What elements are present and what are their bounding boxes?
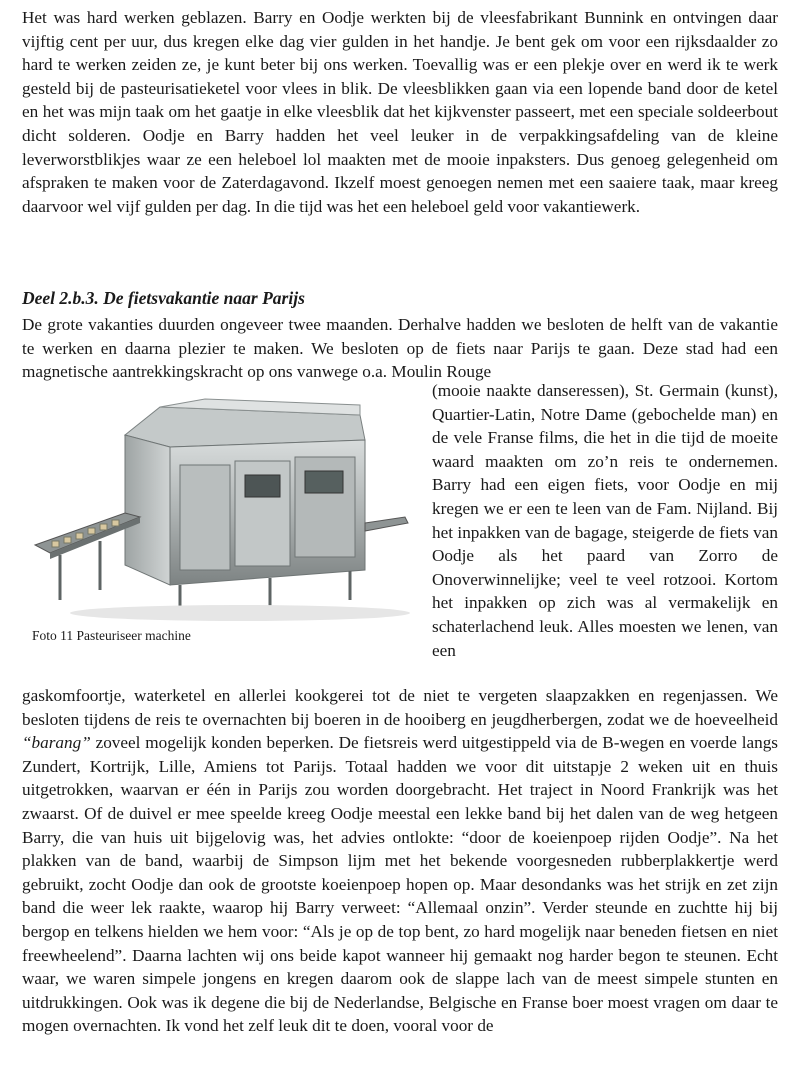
paragraph-paris-intro: De grote vakanties duurden ongeveer twee maanden. Derhalve hadden we besloten de helft van de vakantie te werken en daarna plezier te maken. We besloten op de fiets naar Parijs te gaan. Deze stad had een magnetische aantrekkingskracht op ons vanwege o.a. Moulin Rouge <box>22 315 778 382</box>
paragraph-paris-wrapped: (mooie naakte danseressen), St. Germain (kunst), Quartier-Latin, Notre Dame (gebochelde man) en de vele Franse films, die het in die tijd de moeite waard maakten om zo’n reis te ondernemen. Barry had een eigen fiets, voor Oodje en mij kregen we er een te leen van de Fam. Nijland. Bij het inpakken van de bagage, steigerde de fiets van Oodje als het paard van Zorro de Onoverwinnelijke; veel te veel rotzooi. Kortom het inpakken op zich was al vermakelijk en schaterlachend leuk. Alles moesten we lenen, van een <box>432 381 778 660</box>
paragraph-paris-journey-part-a: gaskomfoortje, waterketel en allerlei kookgerei tot de niet te vergeten slaapzakken en regenjassen. We besloten tijdens de reis te overnachten bij boeren in de hooiberg en jeugdherbergen, zodat we de hoeveelheid <box>22 686 778 729</box>
paragraph-paris-journey-part-b: zoveel mogelijk konden beperken. De fietsreis werd uitgestippeld via de B-wegen en voerde langs Zundert, Kortrijk, Lille, Amiens tot Parijs. Totaal hadden we voor dit uitstapje 2 weken uit en thuis uitgetrokken, waarvan er één in Parijs zou worden doorgebracht. Het traject in Noord Frankrijk was het zwaarst. Of de duivel er mee speelde kreeg Oodje meestal een lekke band bij het dalen van de weg hetgeen Barry, die van huis uit bijgelovig was, het advies ontlokte: “door de koeienpoep rijden Oodje”. Na het plakken van de band, waarbij de Simpson lijm met het bekende voorgesneden rubberplakkertje werd gebruikt, zocht Oodje dan ook de grootste koeienpoep hopen op. Maar desondanks was het strijk en zet zijn band die weer lek raakte, waarop hij Barry verweet: “Allemaal onzin”. Verder steunde en zuchtte hij bij bergop en telkens hielden we hem voor: “Als je op de top bent, zo hard mogelijk naar beneden fietsen en niet freewheelend”. Daarna lachten wij ons beide kapot wanneer hij gemaakt nog harder begon te steunen. Echt waar, we waren simpele jongens en kregen daarom ook de slappe lach van de meest simpele stunten en uitdrukkingen. Ook was ik degene die bij de Nederlandse, Belgische en Franse boer moest vragen om daar te mogen overnachten. Ik vond het zelf leuk dit te doen, vooral voor de <box>22 733 778 1036</box>
paragraph-vacation-work: Het was hard werken geblazen. Barry en Oodje werkten bij de vleesfabrikant Bunnink en ontvingen daar vijftig cent per uur, dus kregen elke dag vier gulden in het handje. Je bent gek om voor een rijksdaalder zo hard te werken zeiden ze, je kunt beter bij ons werken. Toevallig was er een plekje over en werd ik te werk gesteld bij de pasteurisatieketel voor vlees in blik. De vleesblikken gaan via een lopende band door de ketel en het was mijn taak om het gaatje in elke vleesblik dat het kijkvenster passeert, met een speciale soldeerbout dicht solderen. Oodje en Barry hadden het veel leuker in de verpakkingsafdeling van de kleine leverworstblikjes waar ze een heleboel lol maakten met de mooie inpaksters. Dus genoeg gelegenheid om afspraken te maken voor de Zaterdagavond. Ikzelf moest genoegen nemen met een saaiere taak, maar kreeg daarvoor wel vijf gulden per dag. In die tijd was het een heleboel geld voor vakantiewerk. <box>22 8 778 216</box>
pasteurizer-machine-photo <box>30 395 410 625</box>
figure-caption: Foto 11 Pasteuriseer machine <box>32 628 191 643</box>
paragraph-paris-journey <box>22 684 778 1038</box>
barang-term: “barang” <box>22 733 91 753</box>
section-heading: Deel 2.b.3. De fietsvakantie naar Parijs <box>22 288 305 308</box>
